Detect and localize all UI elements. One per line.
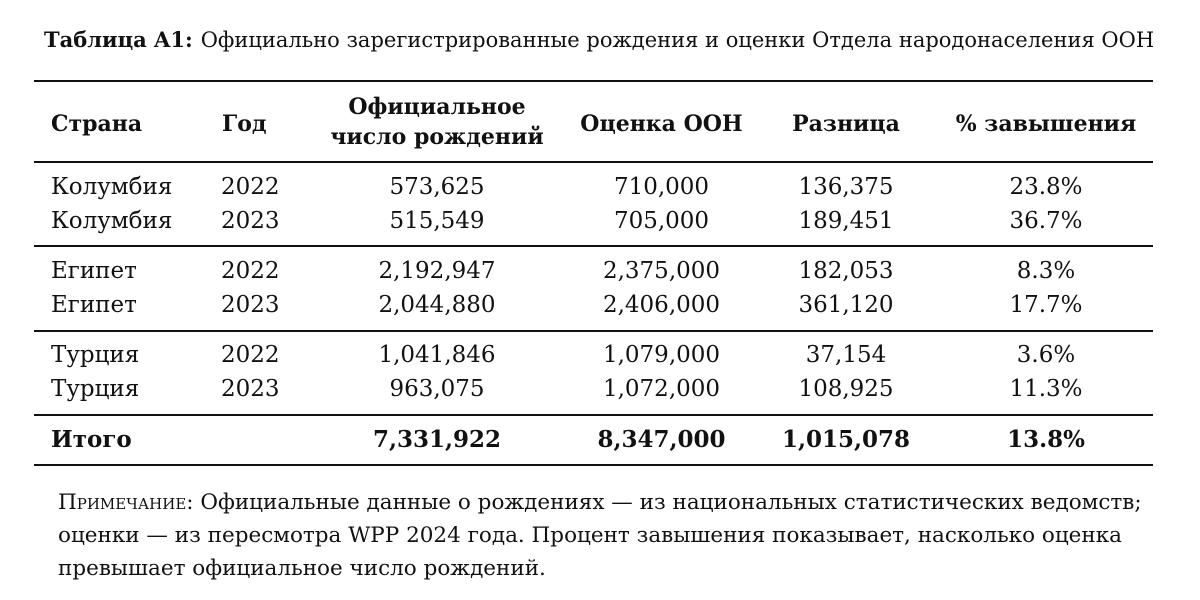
cell-year: 2022	[221, 258, 280, 284]
total-label: Итого	[51, 426, 132, 453]
cell-year: 2022	[221, 342, 280, 368]
table-caption	[44, 22, 1174, 58]
cell-country: Колумбия	[51, 208, 173, 234]
cell-country: Египет	[51, 292, 137, 318]
cell-official: 573,625	[389, 174, 485, 200]
header-official-line2: число рождений	[330, 124, 544, 150]
cell-diff: 189,451	[798, 208, 894, 234]
cell-year: 2023	[221, 376, 280, 402]
total-rule	[34, 414, 1153, 416]
cell-un: 1,079,000	[602, 342, 721, 368]
cell-country: Египет	[51, 258, 137, 284]
header-official-line1: Официальное	[348, 94, 526, 120]
group-rule-1	[34, 245, 1153, 247]
header-year: Год	[222, 111, 267, 137]
cell-un: 2,406,000	[602, 292, 721, 318]
cell-pct: 11.3%	[1009, 376, 1083, 402]
bottom-rule	[34, 464, 1153, 466]
total-diff: 1,015,078	[781, 426, 911, 453]
note-text: Официальные данные о рождениях — из национальных статистических ведомств; оценки — из пересмотра WPP 2024 года. Процент завышения показывает, насколько оценка превышает официальное число рождений.	[58, 490, 1142, 581]
cell-pct: 36.7%	[1009, 208, 1083, 234]
cell-year: 2023	[221, 208, 280, 234]
cell-diff: 182,053	[798, 258, 894, 284]
total-un: 8,347,000	[597, 426, 726, 453]
cell-un: 1,072,000	[602, 376, 721, 402]
header-official	[320, 92, 554, 152]
cell-country: Турция	[51, 342, 140, 368]
caption-label: Таблица A1:	[44, 27, 193, 52]
top-rule	[34, 80, 1153, 82]
header-country: Страна	[51, 111, 143, 137]
cell-official: 1,041,846	[378, 342, 496, 368]
cell-diff: 108,925	[798, 376, 894, 402]
cell-pct: 23.8%	[1009, 174, 1083, 200]
cell-pct: 3.6%	[1016, 342, 1076, 368]
cell-un: 705,000	[613, 208, 710, 234]
header-pct: % завышения	[955, 111, 1137, 137]
cell-official: 2,192,947	[378, 258, 496, 284]
cell-diff: 37,154	[805, 342, 887, 368]
header-un: Оценка ООН	[580, 111, 743, 137]
cell-diff: 136,375	[798, 174, 894, 200]
cell-official: 2,044,880	[378, 292, 496, 318]
cell-year: 2023	[221, 292, 280, 318]
cell-diff: 361,120	[798, 292, 894, 318]
total-pct: 13.8%	[1007, 426, 1085, 453]
cell-country: Колумбия	[51, 174, 173, 200]
cell-year: 2022	[221, 174, 280, 200]
cell-un: 2,375,000	[602, 258, 721, 284]
header-rule	[34, 161, 1153, 163]
cell-official: 963,075	[389, 376, 485, 402]
group-rule-2	[34, 330, 1153, 332]
note-label: Примечание:	[58, 490, 194, 515]
cell-pct: 8.3%	[1016, 258, 1076, 284]
cell-official: 515,549	[389, 208, 485, 234]
header-diff: Разница	[792, 111, 900, 137]
cell-un: 710,000	[613, 174, 710, 200]
cell-pct: 17.7%	[1009, 292, 1083, 318]
cell-country: Турция	[51, 376, 140, 402]
caption-text: Официально зарегистрированные рождения и оценки Отдела народонаселения ООН	[200, 28, 1155, 52]
table-note	[58, 486, 1148, 585]
total-official: 7,331,922	[372, 426, 502, 453]
